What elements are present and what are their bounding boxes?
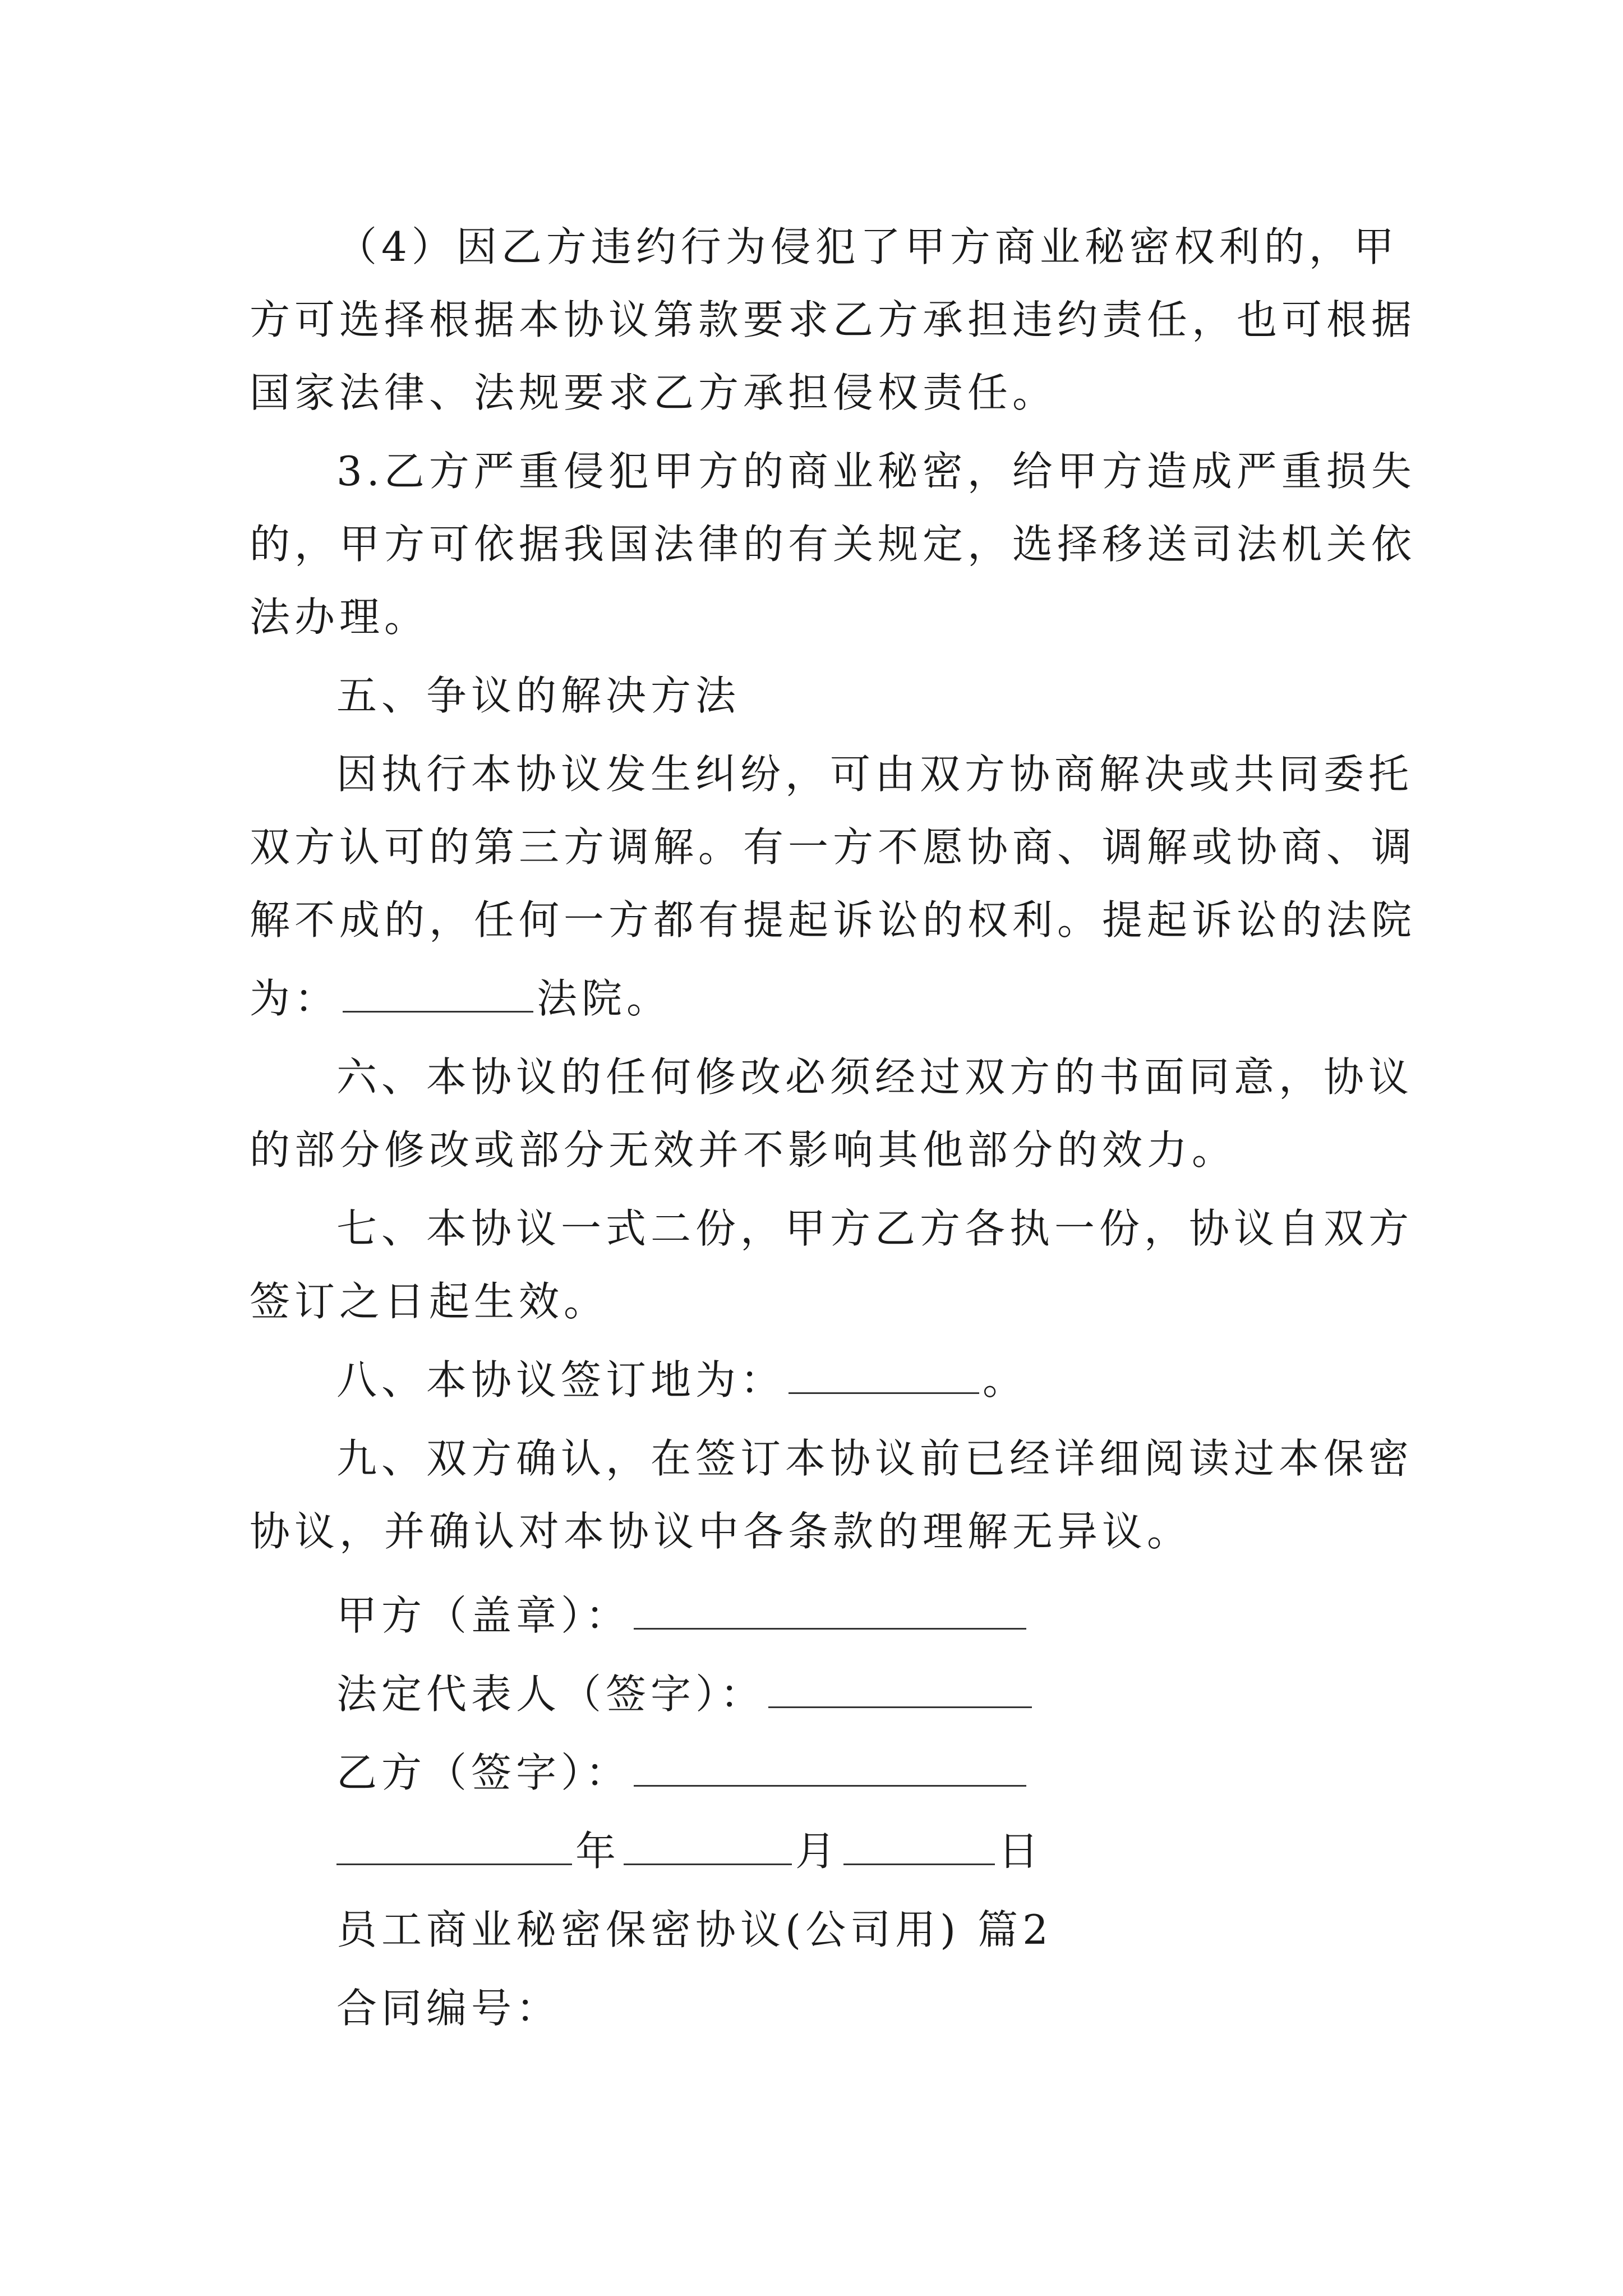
clause-3-line-3: 法办理。 — [250, 593, 430, 641]
section-5-court-prefix: 为： — [250, 975, 340, 1022]
section-9-line-2: 协议，并确认对本协议中各条款的理解无异议。 — [250, 1508, 1192, 1555]
contract-number-label: 合同编号： — [336, 1985, 561, 2032]
court-name-blank[interactable] — [343, 976, 533, 1013]
section-9-line-1: 九、双方确认，在签订本协议前已经详细阅读过本保密 — [336, 1435, 1414, 1482]
clause-4-4-line-1: （4）因乙方违约行为侵犯了甲方商业秘密权利的，甲 — [336, 223, 1399, 270]
clause-3-line-2: 的，甲方可依据我国法律的有关规定，选择移送司法机关依 — [250, 521, 1417, 568]
section-6-line-2: 的部分修改或部分无效并不影响其他部分的效力。 — [250, 1126, 1237, 1174]
section-5-line-4 — [250, 970, 671, 1027]
legal-rep-signature-blank[interactable] — [768, 1672, 1032, 1708]
section-8-prefix: 八、本协议签订地为： — [336, 1356, 786, 1404]
party-a-seal-blank[interactable] — [634, 1593, 1026, 1630]
party-a-label: 甲方（盖章）： — [336, 1592, 631, 1639]
party-a-signature-line — [336, 1588, 1030, 1644]
section-5-line-3: 解不成的，任何一方都有提起诉讼的权利。提起诉讼的法院 — [250, 896, 1417, 944]
legal-rep-signature-line — [336, 1666, 1035, 1722]
section-5-line-2: 双方认可的第三方调解。有一方不愿协商、调解或协商、调 — [250, 823, 1417, 871]
party-b-label: 乙方（签字）： — [336, 1749, 631, 1796]
date-line — [336, 1823, 1043, 1879]
section-5-heading: 五、争议的解决方法 — [336, 672, 741, 719]
month-label: 月 — [795, 1828, 841, 1875]
day-label: 日 — [998, 1828, 1044, 1875]
clause-3-line-1: 3.乙方严重侵犯甲方的商业秘密，给甲方造成严重损失 — [336, 448, 1416, 495]
section-7-line-2: 签订之日起生效。 — [250, 1278, 609, 1325]
day-blank[interactable] — [843, 1829, 995, 1865]
next-document-title: 员工商业秘密保密协议(公司用) 篇2 — [336, 1906, 1053, 1953]
party-b-signature-blank[interactable] — [634, 1750, 1026, 1787]
month-blank[interactable] — [624, 1829, 792, 1865]
section-5-court-suffix: 法院。 — [537, 975, 672, 1022]
clause-4-4-line-3: 国家法律、法规要求乙方承担侵权责任。 — [250, 369, 1058, 416]
clause-4-4-line-2: 方可选择根据本协议第款要求乙方承担违约责任，也可根据 — [250, 296, 1417, 343]
year-blank[interactable] — [336, 1829, 572, 1865]
section-6-line-1: 六、本协议的任何修改必须经过双方的书面同意，协议 — [336, 1053, 1414, 1101]
legal-rep-label: 法定代表人（签字）： — [336, 1671, 766, 1718]
section-8-line — [336, 1352, 1027, 1408]
year-label: 年 — [575, 1828, 621, 1875]
party-b-signature-line — [336, 1745, 1030, 1801]
section-7-line-1: 七、本协议一式二份，甲方乙方各执一份，协议自双方 — [336, 1205, 1414, 1252]
section-5-line-1: 因执行本协议发生纠纷，可由双方协商解决或共同委托 — [336, 751, 1414, 798]
signing-place-blank[interactable] — [789, 1358, 979, 1394]
section-8-suffix: 。 — [983, 1356, 1028, 1404]
